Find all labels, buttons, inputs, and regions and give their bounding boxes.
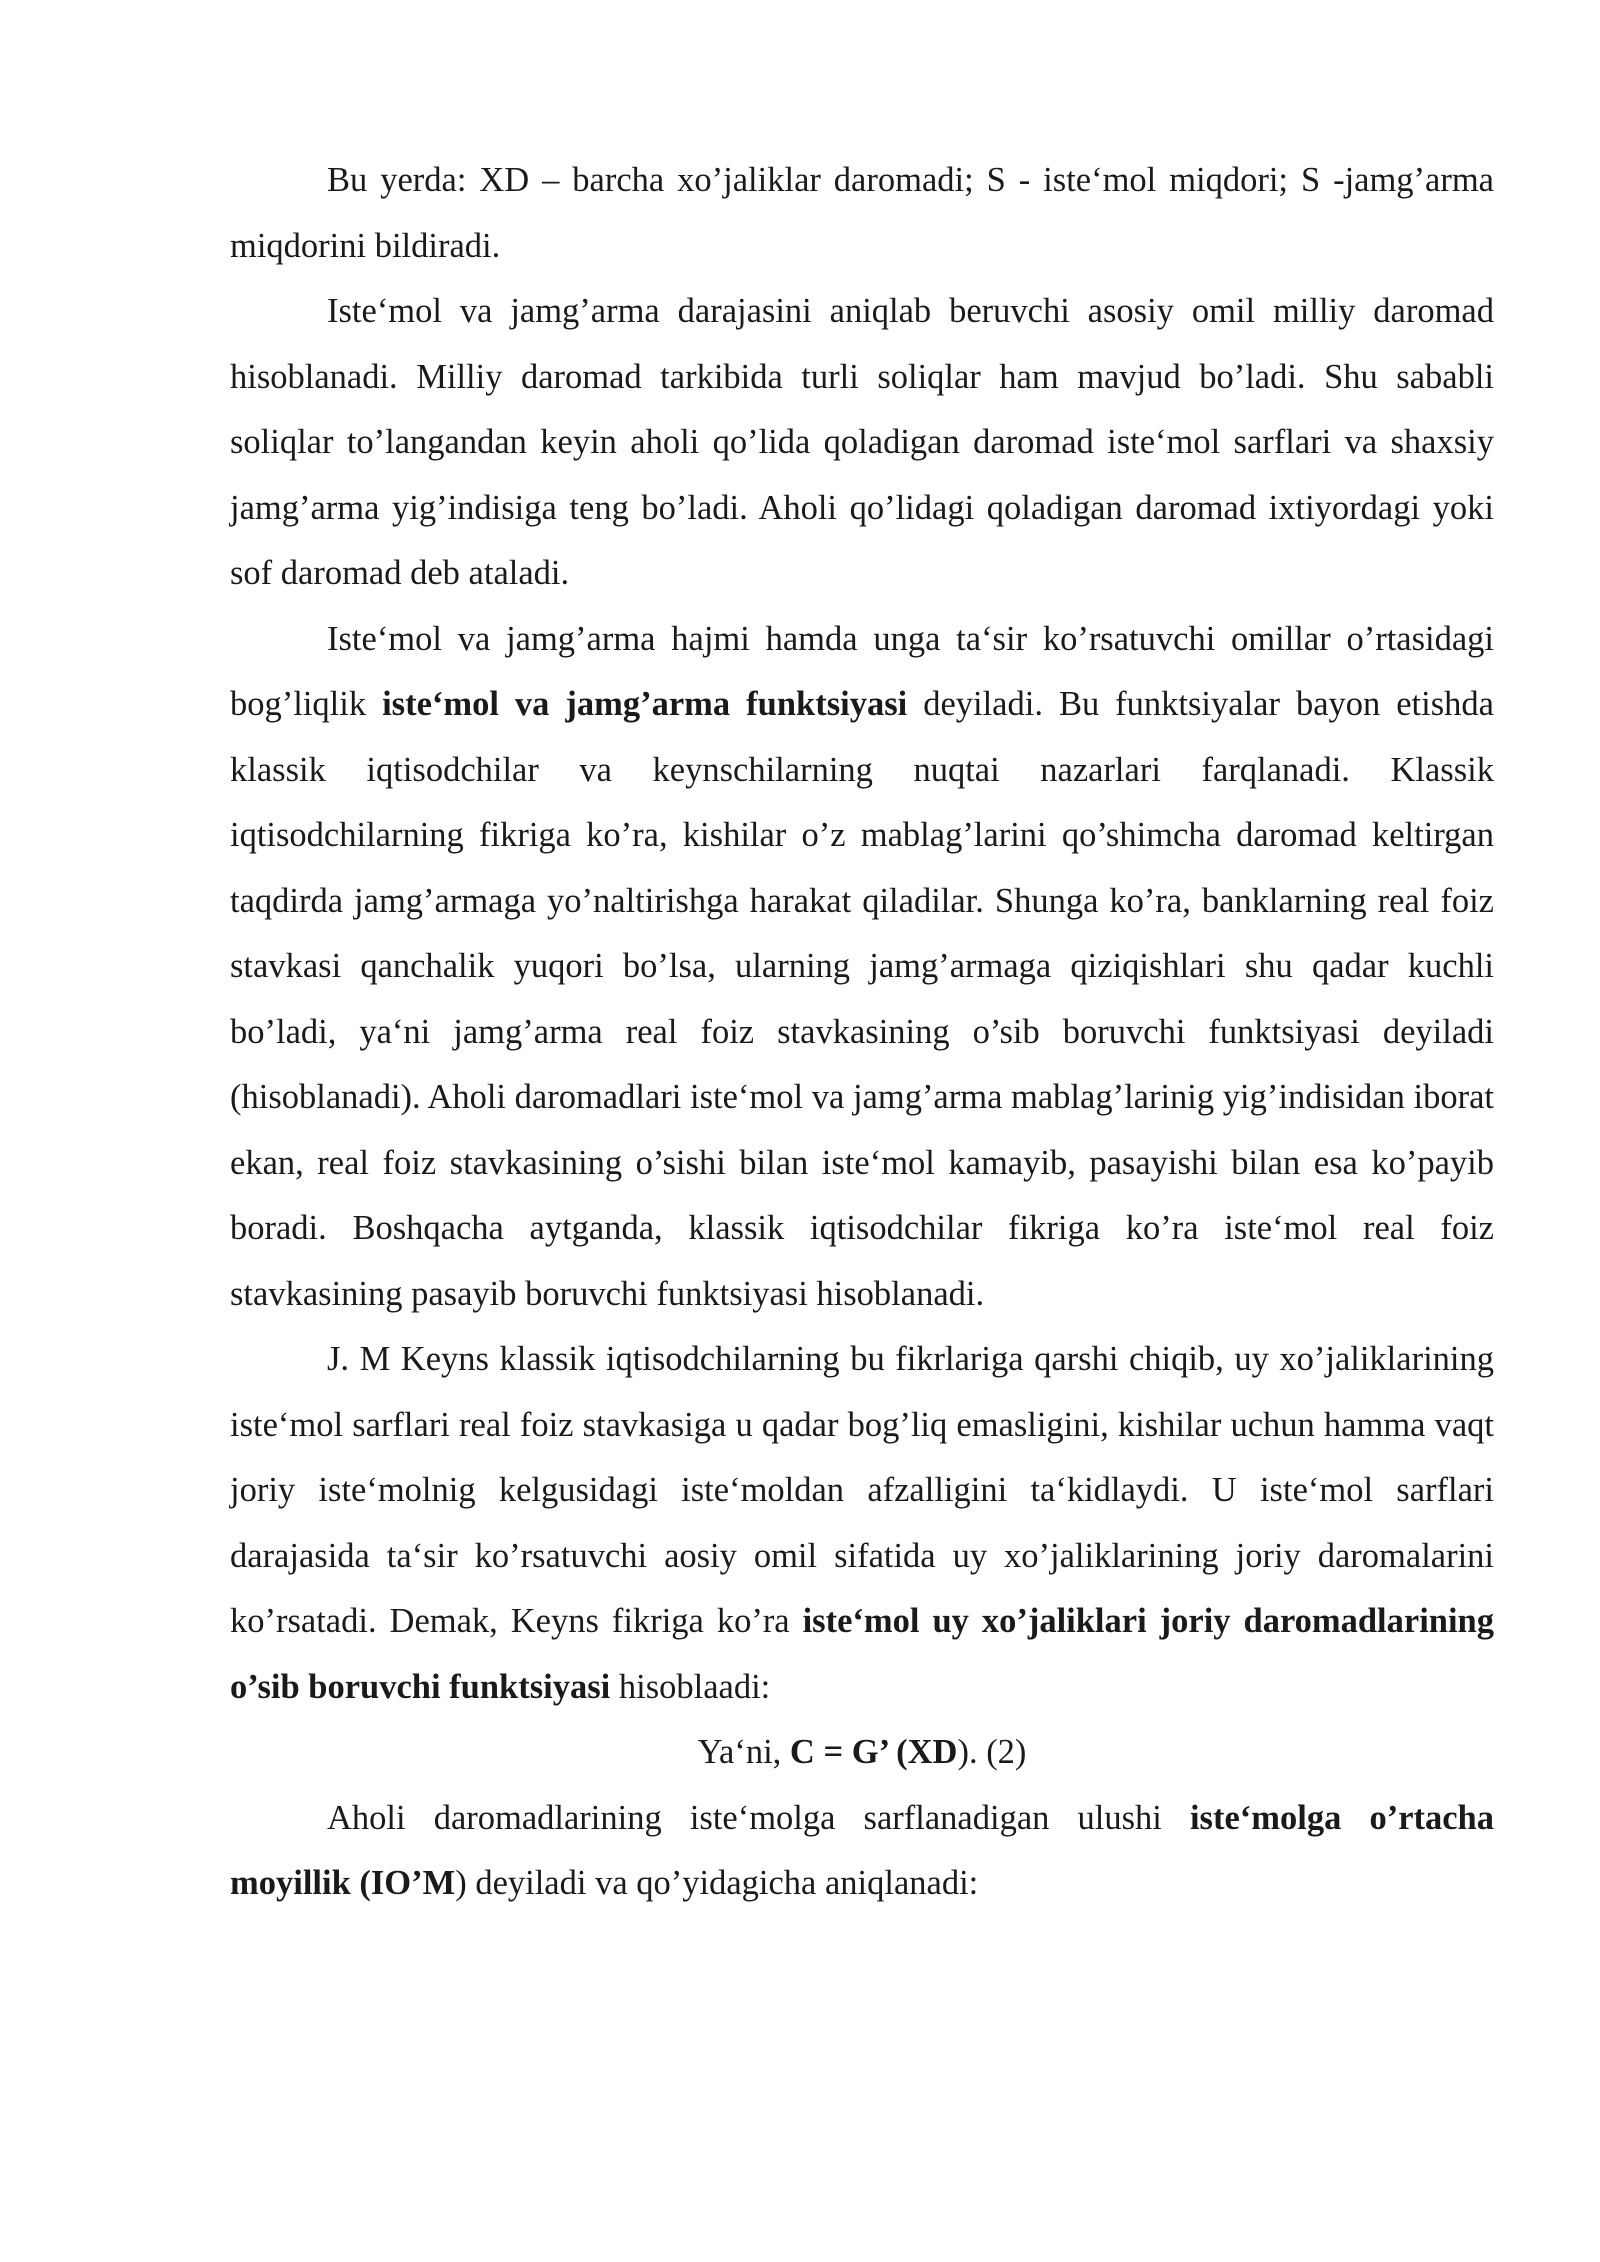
paragraph-classical-view bbox=[230, 607, 1494, 1328]
paragraph-average-propensity bbox=[230, 1786, 1494, 1917]
bold-term: iste‘mol va jamg’arma funktsiyasi bbox=[382, 685, 908, 723]
text-run: Iste‘mol va jamg’arma hajmi hamda unga ta‘sir ko’rsatuvchi omillar o’rtasidagi bog’liqlik bbox=[230, 619, 1494, 723]
text-run: Aholi daromadlarining iste‘molga sarflanadigan ulushi bbox=[327, 1798, 1190, 1837]
text-run: Iste‘mol va jamg’arma darajasini aniqlab beruvchi asosiy omil milliy daromad hisoblanadi. Milliy daromad tarkibida turli soliqlar ham mavjud bo’ladi. Shu sababli soliqlar to’langandan keyin aholi qo’lida qoladigan daromad iste‘mol sarflari va shaxsiy jamg’arma yig’indisiga teng bo’ladi. Aholi qo’lidagi qoladigan daromad ixtiyordagi yoki sof daromad deb ataladi. bbox=[230, 292, 1494, 592]
text-run: ) deyiladi va qo’yidagicha aniqlanadi: bbox=[455, 1864, 979, 1902]
text-run: hisoblaadi: bbox=[610, 1667, 771, 1706]
document-page bbox=[230, 148, 1494, 1917]
text-run: Ya‘ni, bbox=[697, 1733, 790, 1771]
text-run: deyiladi. Bu funktsiyalar bayon etishda klassik iqtisodchilar va keynschilarning nuqtai nazarlari farqlanadi. Klassik iqtisodchilarning fikriga ko’ra, kishilar o’z mablag’larini qo’shimcha daromad keltirgan taqdirda jamg’armaga yo’naltirishga harakat qiladilar. Shunga ko’ra, banklarning real foiz stavkasi qanchalik yuqori bo’lsa, ularning jamg’armaga qiziqishlari shu qadar kuchli bo’ladi, ya‘ni jamg’arma real foiz stavkasining o’sib boruvchi funktsiyasi deyiladi (hisoblanadi). Aholi daromadlari iste‘mol va jamg’arma mablag’larinig yig’indisidan iborat ekan, real foiz stavkasining o’sishi bilan iste‘mol kamayib, pasayishi bilan esa ko’payib boradi. Boshqacha aytganda, klassik iqtisodchilar fikriga ko’ra iste‘mol real foiz stavkasining pasayib boruvchi funktsiyasi hisoblanadi. bbox=[230, 685, 1494, 1313]
text-run: ). (2) bbox=[957, 1733, 1027, 1771]
paragraph-variable-definitions bbox=[230, 148, 1494, 279]
bold-term: iste‘molga o’rtacha moyillik (IO’M bbox=[230, 1798, 1494, 1902]
paragraph-disposable-income bbox=[230, 279, 1494, 607]
formula-expression: C = G’ (XD bbox=[789, 1733, 958, 1771]
text-run: Bu yerda: XD – barcha xo’jaliklar daromadi; S - iste‘mol miqdori; S -jamg’arma miqdorini bildiradi. bbox=[230, 161, 1494, 265]
bold-term: iste‘mol uy xo’jaliklari joriy daromadlarining o’sib boruvchi funktsiyasi bbox=[230, 1602, 1494, 1706]
text-run: J. M Keyns klassik iqtisodchilarning bu fikrlariga qarshi chiqib, uy xo’jaliklarining iste‘mol sarflari real foiz stavkasiga u qadar bog’liq emasligini, kishilar uchun hamma vaqt joriy iste‘molnig kelgusidagi iste‘moldan afzalligini ta‘kidlaydi. U iste‘mol sarflari darajasida ta‘sir ko’rsatuvchi aosiy omil sifatida uy xo’jaliklarining joriy daromalarini ko’rsatadi. Demak, Keyns fikriga ko’ra bbox=[230, 1340, 1494, 1640]
formula-consumption-function bbox=[230, 1720, 1494, 1786]
paragraph-keynes-view bbox=[230, 1327, 1494, 1720]
